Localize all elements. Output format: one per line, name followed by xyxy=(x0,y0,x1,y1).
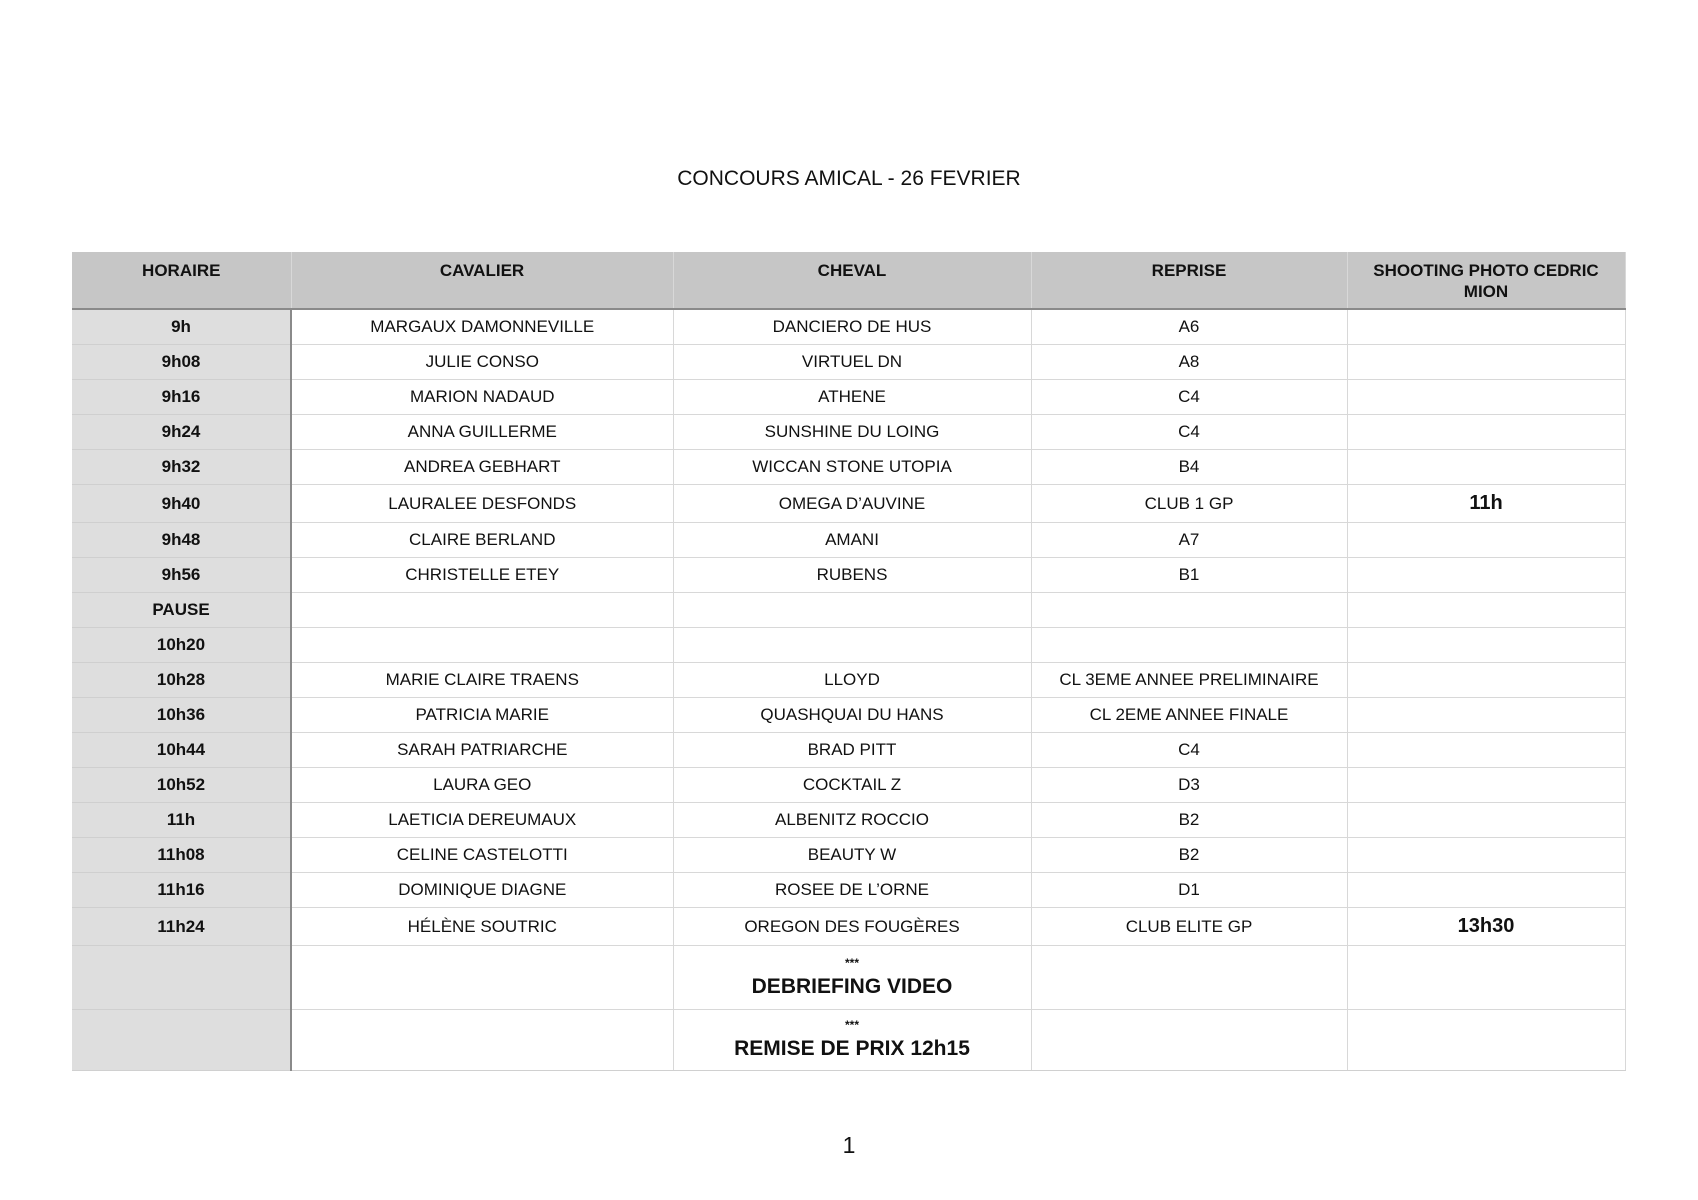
horse-cell: LLOYD xyxy=(673,663,1031,698)
time-cell: 9h08 xyxy=(72,345,291,380)
event-stars: *** xyxy=(844,1018,859,1032)
header-cheval: CHEVAL xyxy=(673,252,1031,309)
test-cell: C4 xyxy=(1031,415,1347,450)
time-cell: 9h40 xyxy=(72,485,291,523)
table-row xyxy=(72,768,1625,803)
event-label-debriefing: DEBRIEFING VIDEO xyxy=(751,974,953,998)
event-cell xyxy=(673,1010,1031,1071)
test-cell: CLUB ELITE GP xyxy=(1031,908,1347,946)
horse-cell: OMEGA D’AUVINE xyxy=(673,485,1031,523)
table-row xyxy=(72,873,1625,908)
table-row xyxy=(72,345,1625,380)
event-stars: *** xyxy=(844,955,859,970)
rider-cell: MARIE CLAIRE TRAENS xyxy=(291,663,673,698)
time-cell: 9h56 xyxy=(72,558,291,593)
test-cell: D1 xyxy=(1031,873,1347,908)
page-number: 1 xyxy=(842,1132,856,1158)
table-header-row xyxy=(72,252,1625,309)
time-cell: 10h20 xyxy=(72,628,291,663)
time-cell: 11h xyxy=(72,803,291,838)
horse-cell: AMANI xyxy=(673,523,1031,558)
time-cell: 11h08 xyxy=(72,838,291,873)
test-cell: B2 xyxy=(1031,838,1347,873)
table-row xyxy=(72,733,1625,768)
test-cell: C4 xyxy=(1031,733,1347,768)
time-cell: 9h xyxy=(72,309,291,345)
horse-cell: BRAD PITT xyxy=(673,733,1031,768)
rider-cell: CELINE CASTELOTTI xyxy=(291,838,673,873)
horse-cell: WICCAN STONE UTOPIA xyxy=(673,450,1031,485)
time-cell: 10h44 xyxy=(72,733,291,768)
test-cell: CL 3EME ANNEE PRELIMINAIRE xyxy=(1031,663,1347,698)
photo-cell xyxy=(1347,345,1625,380)
test-cell: A6 xyxy=(1031,309,1347,345)
header-cavalier: CAVALIER xyxy=(291,252,673,309)
horse-cell: RUBENS xyxy=(673,558,1031,593)
test-cell: A8 xyxy=(1031,345,1347,380)
test-cell xyxy=(1031,946,1347,1010)
test-cell xyxy=(1031,628,1347,663)
test-cell: B1 xyxy=(1031,558,1347,593)
rider-cell: ANDREA GEBHART xyxy=(291,450,673,485)
time-cell: 10h52 xyxy=(72,768,291,803)
test-cell: B2 xyxy=(1031,803,1347,838)
rider-cell xyxy=(291,628,673,663)
photo-cell xyxy=(1347,1010,1625,1071)
rider-cell: LAETICIA DEREUMAUX xyxy=(291,803,673,838)
test-cell: C4 xyxy=(1031,380,1347,415)
test-cell: D3 xyxy=(1031,768,1347,803)
horse-cell: SUNSHINE DU LOING xyxy=(673,415,1031,450)
table-row xyxy=(72,309,1625,345)
schedule-table xyxy=(72,252,1626,1071)
photo-cell: 13h30 xyxy=(1347,908,1625,946)
time-cell xyxy=(72,1010,291,1071)
time-cell: 10h36 xyxy=(72,698,291,733)
rider-cell: MARGAUX DAMONNEVILLE xyxy=(291,309,673,345)
photo-cell xyxy=(1347,523,1625,558)
horse-cell xyxy=(673,628,1031,663)
photo-cell xyxy=(1347,838,1625,873)
rider-cell: CLAIRE BERLAND xyxy=(291,523,673,558)
document-title: CONCOURS AMICAL - 26 FEVRIER xyxy=(677,167,1021,190)
test-cell: CLUB 1 GP xyxy=(1031,485,1347,523)
photo-cell xyxy=(1347,803,1625,838)
table-row xyxy=(72,838,1625,873)
event-label-prize: REMISE DE PRIX 12h15 xyxy=(734,1037,970,1060)
photo-cell xyxy=(1347,380,1625,415)
table-row xyxy=(72,698,1625,733)
event-row-prize xyxy=(72,1010,1625,1071)
horse-cell: OREGON DES FOUGÈRES xyxy=(673,908,1031,946)
table-row xyxy=(72,908,1625,946)
rider-cell: HÉLÈNE SOUTRIC xyxy=(291,908,673,946)
photo-cell xyxy=(1347,415,1625,450)
rider-cell: PATRICIA MARIE xyxy=(291,698,673,733)
rider-cell: MARION NADAUD xyxy=(291,380,673,415)
rider-cell xyxy=(291,1010,673,1071)
header-horaire: HORAIRE xyxy=(72,252,291,309)
photo-cell xyxy=(1347,946,1625,1010)
table-row xyxy=(72,380,1625,415)
rider-cell: DOMINIQUE DIAGNE xyxy=(291,873,673,908)
horse-cell: ALBENITZ ROCCIO xyxy=(673,803,1031,838)
table-row xyxy=(72,415,1625,450)
horse-cell: DANCIERO DE HUS xyxy=(673,309,1031,345)
test-cell xyxy=(1031,1010,1347,1071)
photo-cell xyxy=(1347,698,1625,733)
table-row xyxy=(72,558,1625,593)
photo-cell xyxy=(1347,768,1625,803)
table-row xyxy=(72,803,1625,838)
rider-cell: CHRISTELLE ETEY xyxy=(291,558,673,593)
table-row xyxy=(72,593,1625,628)
horse-cell: BEAUTY W xyxy=(673,838,1031,873)
header-shooting: SHOOTING PHOTO CEDRIC MION xyxy=(1347,252,1625,309)
time-cell: 9h24 xyxy=(72,415,291,450)
photo-cell xyxy=(1347,628,1625,663)
horse-cell: COCKTAIL Z xyxy=(673,768,1031,803)
time-cell: PAUSE xyxy=(72,593,291,628)
test-cell: A7 xyxy=(1031,523,1347,558)
event-row-debriefing xyxy=(72,946,1625,1010)
rider-cell xyxy=(291,946,673,1010)
rider-cell: ANNA GUILLERME xyxy=(291,415,673,450)
time-cell: 9h48 xyxy=(72,523,291,558)
test-cell xyxy=(1031,593,1347,628)
rider-cell: SARAH PATRIARCHE xyxy=(291,733,673,768)
test-cell: CL 2EME ANNEE FINALE xyxy=(1031,698,1347,733)
horse-cell xyxy=(673,593,1031,628)
time-cell: 10h28 xyxy=(72,663,291,698)
photo-cell xyxy=(1347,873,1625,908)
table-row xyxy=(72,663,1625,698)
rider-cell: LAURA GEO xyxy=(291,768,673,803)
horse-cell: QUASHQUAI DU HANS xyxy=(673,698,1031,733)
horse-cell: ROSEE DE L’ORNE xyxy=(673,873,1031,908)
table-row xyxy=(72,628,1625,663)
time-cell: 9h32 xyxy=(72,450,291,485)
header-reprise: REPRISE xyxy=(1031,252,1347,309)
rider-cell xyxy=(291,593,673,628)
test-cell: B4 xyxy=(1031,450,1347,485)
table-row xyxy=(72,523,1625,558)
time-cell: 11h16 xyxy=(72,873,291,908)
photo-cell xyxy=(1347,450,1625,485)
photo-cell xyxy=(1347,663,1625,698)
photo-cell: 11h xyxy=(1347,485,1625,523)
time-cell: 9h16 xyxy=(72,380,291,415)
time-cell xyxy=(72,946,291,1010)
table-row xyxy=(72,450,1625,485)
photo-cell xyxy=(1347,733,1625,768)
event-cell xyxy=(673,946,1031,1010)
photo-cell xyxy=(1347,593,1625,628)
horse-cell: VIRTUEL DN xyxy=(673,345,1031,380)
photo-cell xyxy=(1347,309,1625,345)
table-row xyxy=(72,485,1625,523)
rider-cell: JULIE CONSO xyxy=(291,345,673,380)
rider-cell: LAURALEE DESFONDS xyxy=(291,485,673,523)
time-cell: 11h24 xyxy=(72,908,291,946)
photo-cell xyxy=(1347,558,1625,593)
horse-cell: ATHENE xyxy=(673,380,1031,415)
